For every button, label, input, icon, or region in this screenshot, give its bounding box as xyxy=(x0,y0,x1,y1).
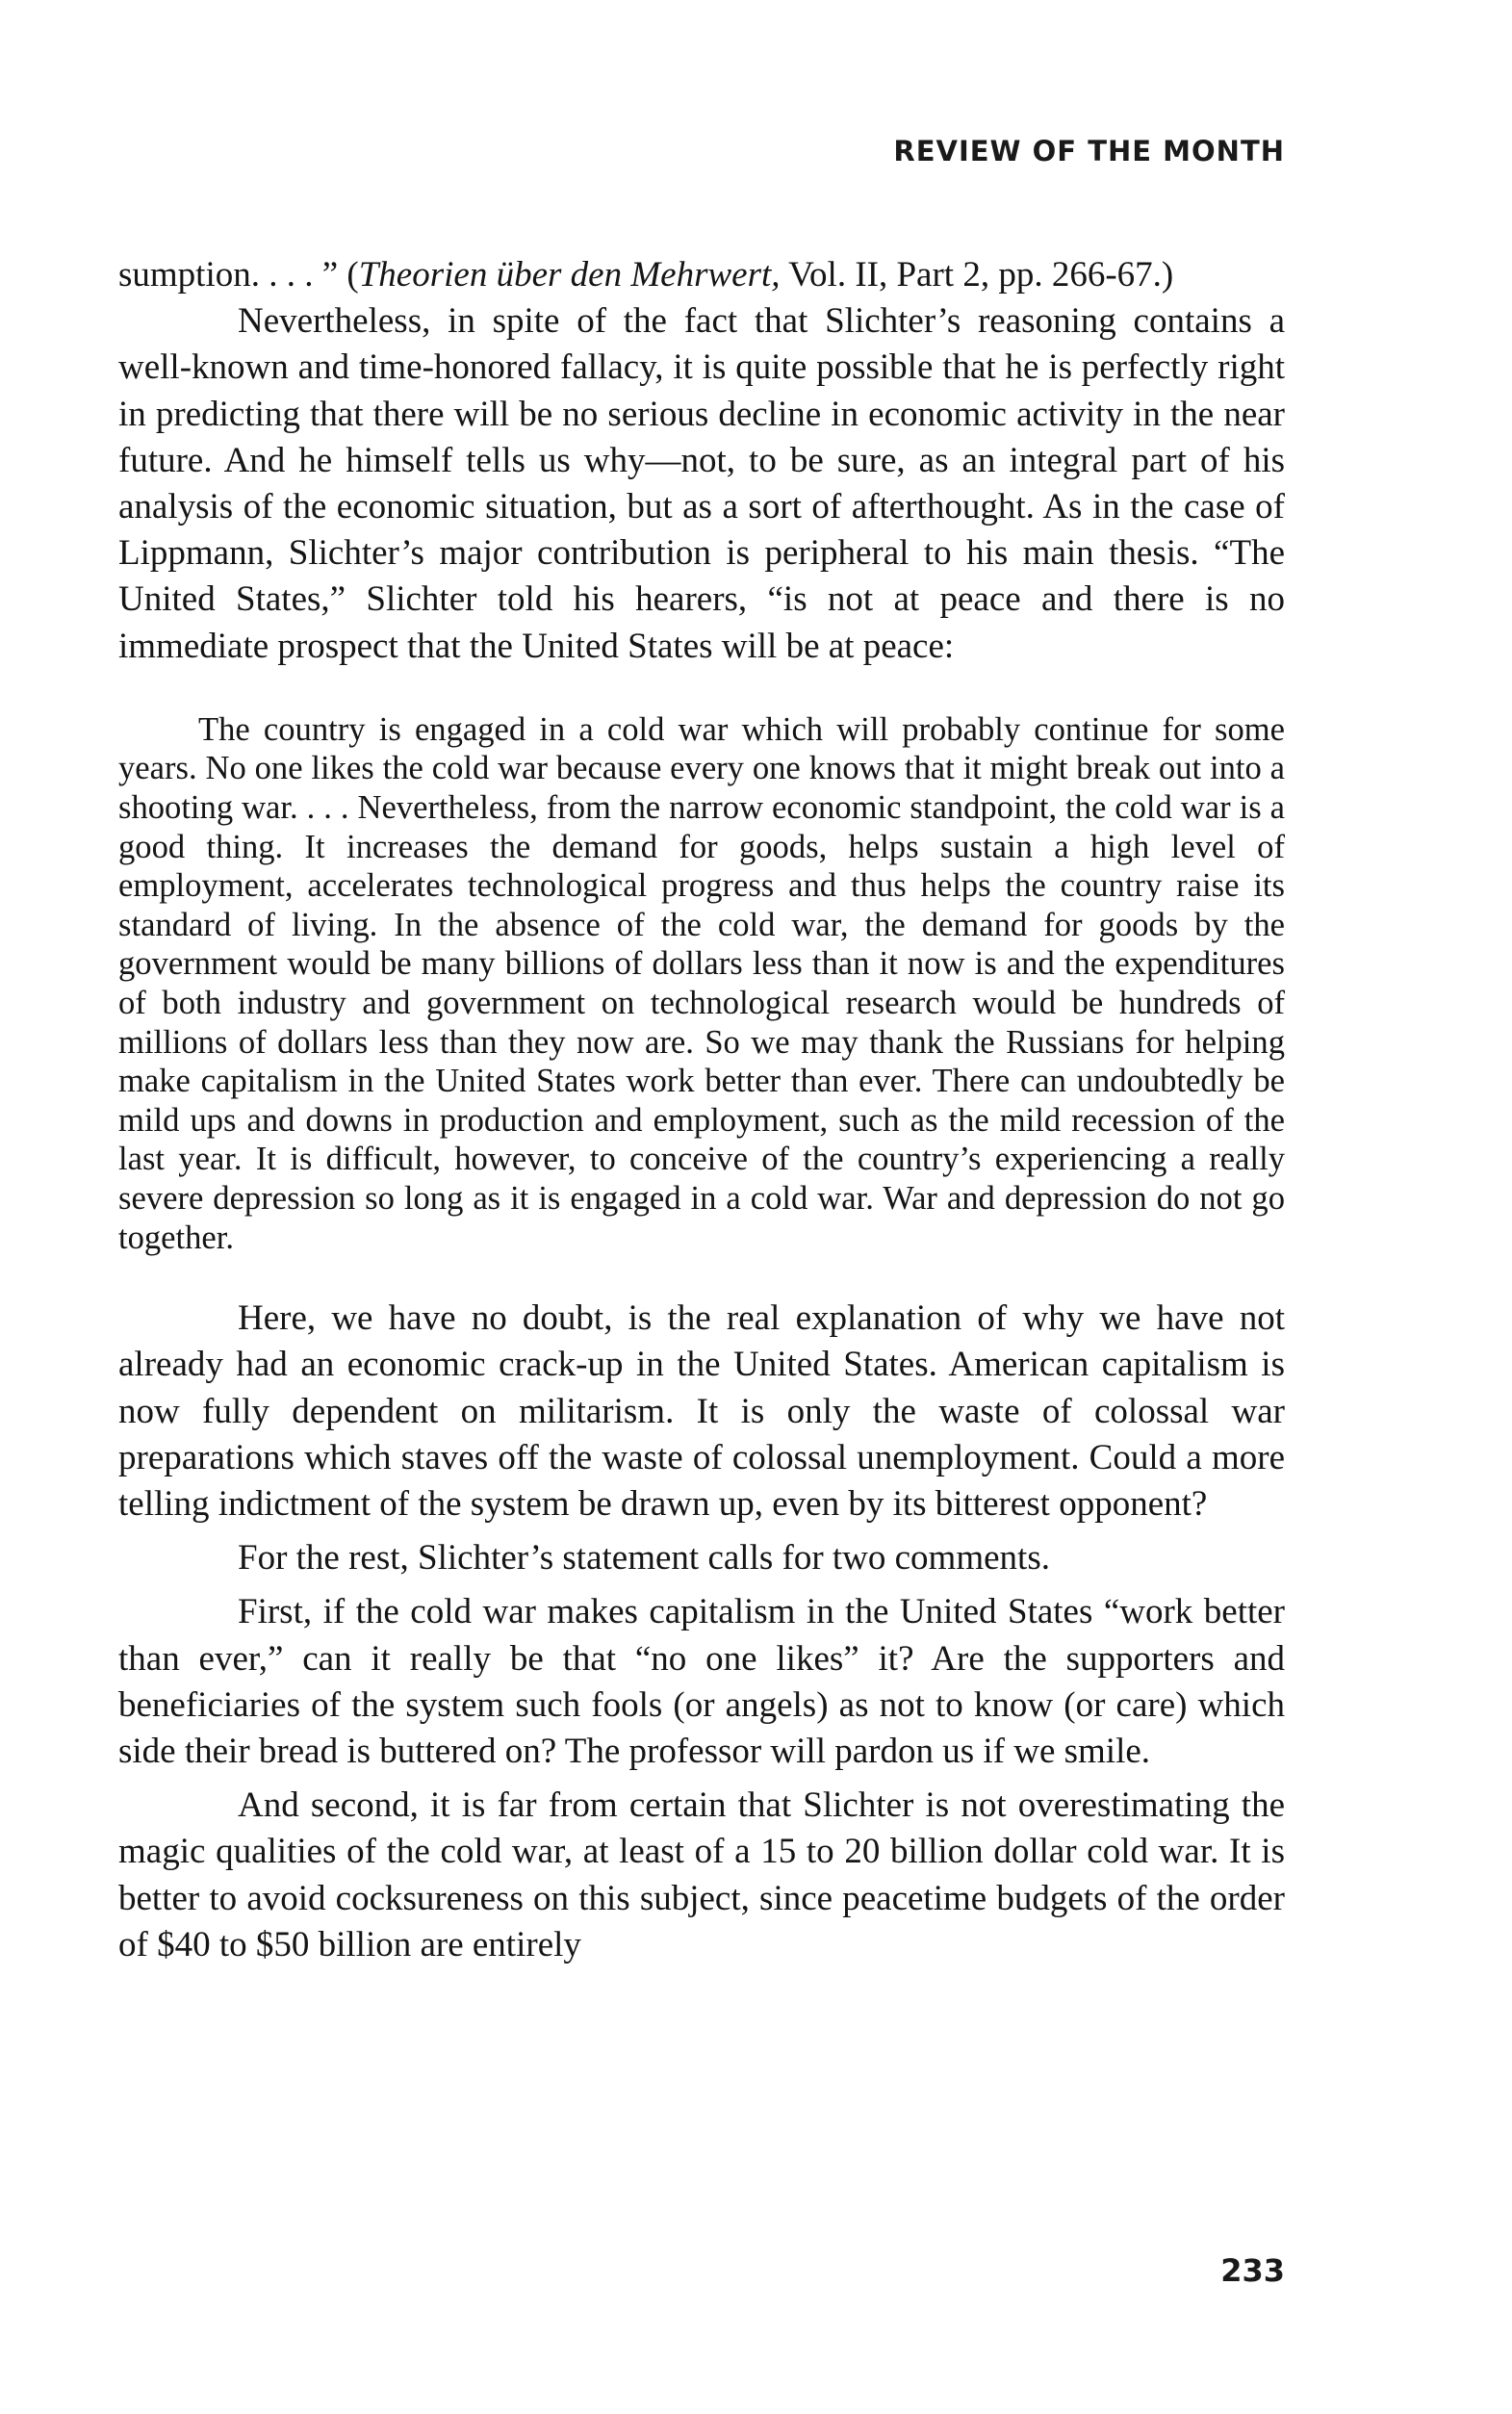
citation-title: Theorien über den Mehrwert, xyxy=(358,255,781,295)
paragraph-citation-continuation xyxy=(118,252,1285,298)
article-body xyxy=(118,252,1285,1968)
citation-tail: Vol. II, Part 2, pp. 266-67.) xyxy=(780,255,1174,295)
paragraph-slichter-analysis: Nevertheless, in spite of the fact that Slichter’s reasoning contains a well-known and time-honored fallacy, it is quite possible that he is perfectly right in predicting that there will be no serious decline in economic activity in the near future. And he himself tells us why—not, to be sure, as an integral part of his analysis of the economic situation, but as a sort of afterthought. As in the case of Lippmann, Slichter’s major contribution is peripheral to his main thesis. “The United States,” Slichter told his hearers, “is not at peace and there is no immediate prospect that the United States will be at peace: xyxy=(118,301,1285,666)
citation-lead: sumption. . . . ” ( xyxy=(118,255,359,295)
page-number: 233 xyxy=(1220,2252,1285,2289)
paragraph-second-comment: And second, it is far from certain that Slichter is not overestimating the magic qualities of the cold war, at least of a 15 to 20 billion dollar cold war. It is better to avoid cocksureness on this subject, since peacetime budgets of the order of $40 to $50 billion are entirely xyxy=(118,1785,1285,1965)
paragraph-real-explanation: Here, we have no doubt, is the real explanation of why we have not already had an economic crack-up in the United States. American capitalism is now fully dependent on militarism. It is only the waste of colossal war preparations which staves off the waste of colossal unemployment. Could a more telling indictment of the system be drawn up, even by its bitterest opponent? xyxy=(118,1298,1285,1524)
running-head: REVIEW OF THE MONTH xyxy=(893,135,1285,167)
paragraph-two-comments: For the rest, Slichter’s statement calls for two comments. xyxy=(238,1538,1050,1579)
block-quote-slichter: The country is engaged in a cold war which will probably continue for some years. No one likes the cold war because every one knows that it might break out into a shooting war. . . . Nevertheless, from the narrow economic standpoint, the cold war is a good thing. It increases the demand for goods, helps sustain a high level of employment, accelerates technological progress and thus helps the country raise its standard of living. In the absence of the cold war, the demand for goods by the government would be many billions of dollars less than it now is and the expenditures of both industry and government on technological research would be hundreds of millions of dollars less than they now are. So we may thank the Russians for helping make capitalism in the United States work better than ever. There can undoubtedly be mild ups and downs in production and employment, such as the mild recession of the last year. It is difficult, however, to conceive of the country’s experiencing a really severe depression so long as it is engaged in a cold war. War and depression do not go together. xyxy=(118,710,1285,1256)
paragraph-first-comment: First, if the cold war makes capitalism in the United States “work better than ever,” can it really be that “no one likes” it? Are the supporters and beneficiaries of the system such fools (or angels) as not to know (or care) which side their bread is buttered on? The professor will pardon us if we smile. xyxy=(118,1592,1285,1771)
